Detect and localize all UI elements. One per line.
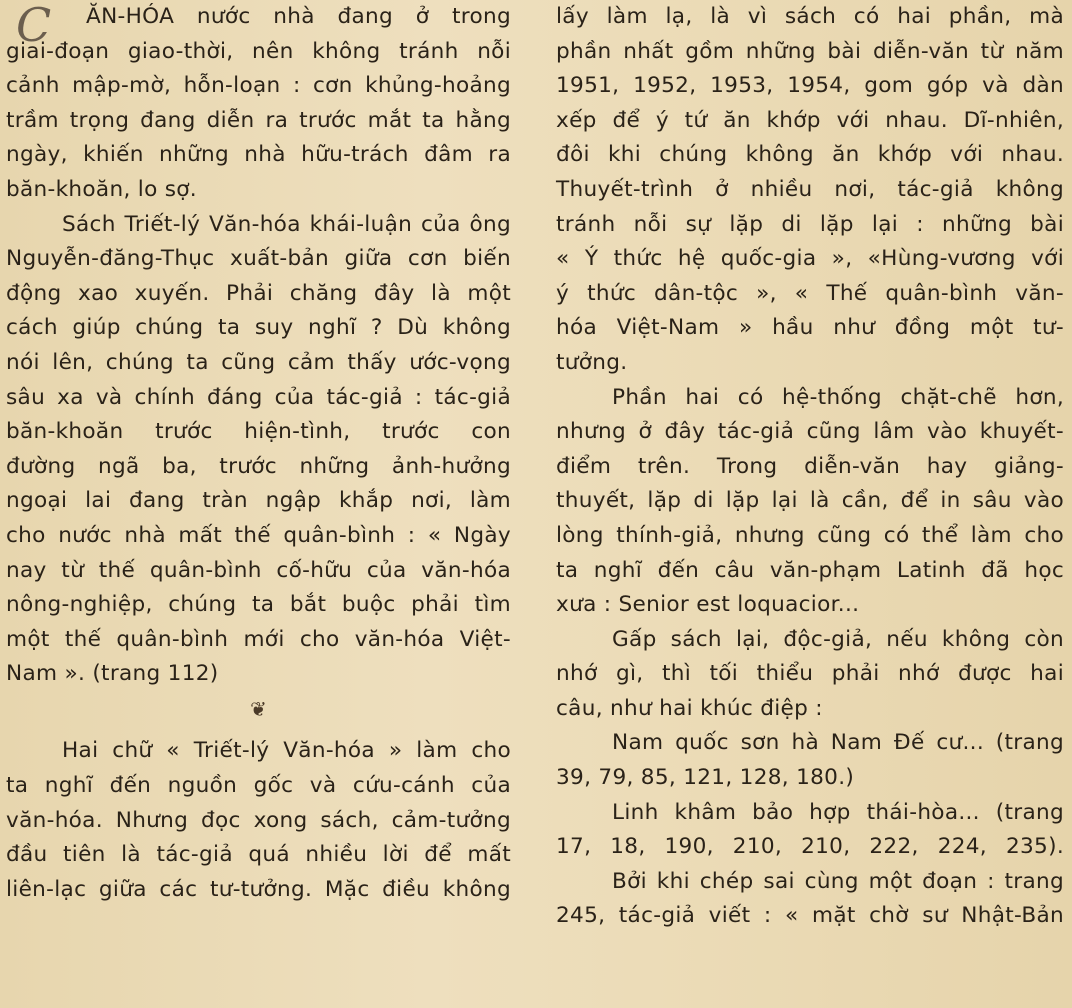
text-line: cho nước nhà mất thế quân-bình : « Ngày	[6, 522, 511, 548]
text-line: động xao xuyến. Phải chăng đây là một	[6, 280, 511, 306]
text-line: Sách Triết-lý Văn-hóa khái-luận của ông	[62, 211, 511, 237]
text-line: trầm trọng đang diễn ra trước mắt ta hằng	[6, 107, 511, 133]
text-line: Gấp sách lại, độc-giả, nếu không còn	[612, 626, 1064, 652]
text-line: Phần hai có hệ-thống chặt-chẽ hơn,	[612, 384, 1064, 410]
text-line: 1951, 1952, 1953, 1954, gom góp và dàn	[556, 73, 1064, 99]
text-line: băn-khoăn, lo sợ.	[6, 176, 197, 202]
text-line: 17, 18, 190, 210, 210, 222, 224, 235).	[556, 834, 1064, 860]
text-line: sâu xa và chính đáng của tác-giả : tác-giả	[6, 384, 511, 410]
text-line: Bởi khi chép sai cùng một đoạn : trang	[612, 868, 1064, 894]
left-column	[6, 0, 511, 907]
text-line: nông-nghiệp, chúng ta bắt buộc phải tìm	[6, 592, 511, 618]
text-line: ngoại lai đang tràn ngập khắp nơi, làm	[6, 488, 511, 514]
text-line: nhưng ở đây tác-giả cũng lâm vào khuyết-	[556, 419, 1064, 445]
drop-cap-letter: C	[16, 0, 52, 52]
text-line: Hai chữ « Triết-lý Văn-hóa » làm cho	[62, 738, 511, 764]
text-line: câu, như hai khúc điệp :	[556, 695, 823, 721]
text-line: phần nhất gồm những bài diễn-văn từ năm	[556, 38, 1064, 64]
text-line: cảnh mập-mờ, hỗn-loạn : cơn khủng-hoảng	[6, 73, 511, 99]
text-line: đầu tiên là tác-giả quá nhiều lời để mất	[6, 842, 511, 868]
text-line: ta nghĩ đến câu văn-phạm Latinh đã học	[556, 557, 1064, 583]
text-line: điểm trên. Trong diễn-văn hay giảng-	[556, 453, 1064, 479]
text-line: nay từ thế quân-bình cố-hữu của văn-hóa	[6, 557, 511, 583]
text-line: xưa : Senior est loquacior...	[556, 592, 860, 618]
text-line: liên-lạc giữa các tư-tưởng. Mặc điều không	[6, 876, 511, 902]
section-ornament: ❦	[249, 696, 268, 721]
text-line: ta nghĩ đến nguồn gốc và cứu-cánh của	[6, 773, 511, 799]
text-line: Linh khâm bảo hợp thái-hòa... (trang	[612, 799, 1064, 825]
text-line: tránh nỗi sự lặp di lặp lại : những bài	[556, 211, 1064, 237]
text-line: Nguyễn-đăng-Thục xuất-bản giữa cơn biến	[6, 246, 511, 272]
text-line: « Ý thức hệ quốc-gia », «Hùng-vương với	[556, 246, 1064, 272]
text-line: lòng thính-giả, nhưng cũng có thể làm cho	[556, 522, 1064, 548]
text-line: hóa Việt-Nam » hầu như đồng một tư-	[556, 315, 1064, 341]
text-line: thuyết, lặp di lặp lại là cần, để in sâu vào	[556, 488, 1064, 514]
text-line: băn-khoăn trước hiện-tình, trước con	[6, 419, 511, 445]
text-line: 245, tác-giả viết : « mặt chờ sư Nhật-Bản	[556, 903, 1064, 929]
text-line: nhớ gì, thì tối thiểu phải nhớ được hai	[556, 661, 1064, 687]
text-line: ngày, khiến những nhà hữu-trách đâm ra	[6, 142, 511, 168]
text-line: Thuyết-trình ở nhiều nơi, tác-giả không	[556, 176, 1064, 202]
text-line: ĂN-HÓA nước nhà đang ở trong	[86, 4, 511, 29]
right-column	[556, 0, 1064, 934]
text-line: văn-hóa. Nhưng đọc xong sách, cảm-tưởng	[6, 807, 511, 833]
text-line: xếp để ý tứ ăn khớp với nhau. Dĩ-nhiên,	[556, 107, 1064, 133]
text-line: đường ngã ba, trước những ảnh-hưởng	[6, 453, 511, 479]
text-line: cách giúp chúng ta suy nghĩ ? Dù không	[6, 315, 511, 341]
text-line: một thế quân-bình mới cho văn-hóa Việt-	[6, 626, 511, 652]
text-line: lấy làm lạ, là vì sách có hai phần, mà	[556, 4, 1064, 29]
text-line: Nam ». (trang 112)	[6, 661, 219, 687]
text-line: nói lên, chúng ta cũng cảm thấy ước-vọng	[6, 349, 511, 375]
text-line: ý thức dân-tộc », « Thế quân-bình văn-	[556, 280, 1064, 306]
text-line: Nam quốc sơn hà Nam Đế cư... (trang	[612, 730, 1064, 756]
text-line: giai-đoạn giao-thời, nên không tránh nỗi	[6, 38, 511, 64]
text-line: đôi khi chúng không ăn khớp với nhau.	[556, 142, 1064, 168]
text-line: tưởng.	[556, 349, 628, 375]
text-line: 39, 79, 85, 121, 128, 180.)	[556, 765, 855, 791]
